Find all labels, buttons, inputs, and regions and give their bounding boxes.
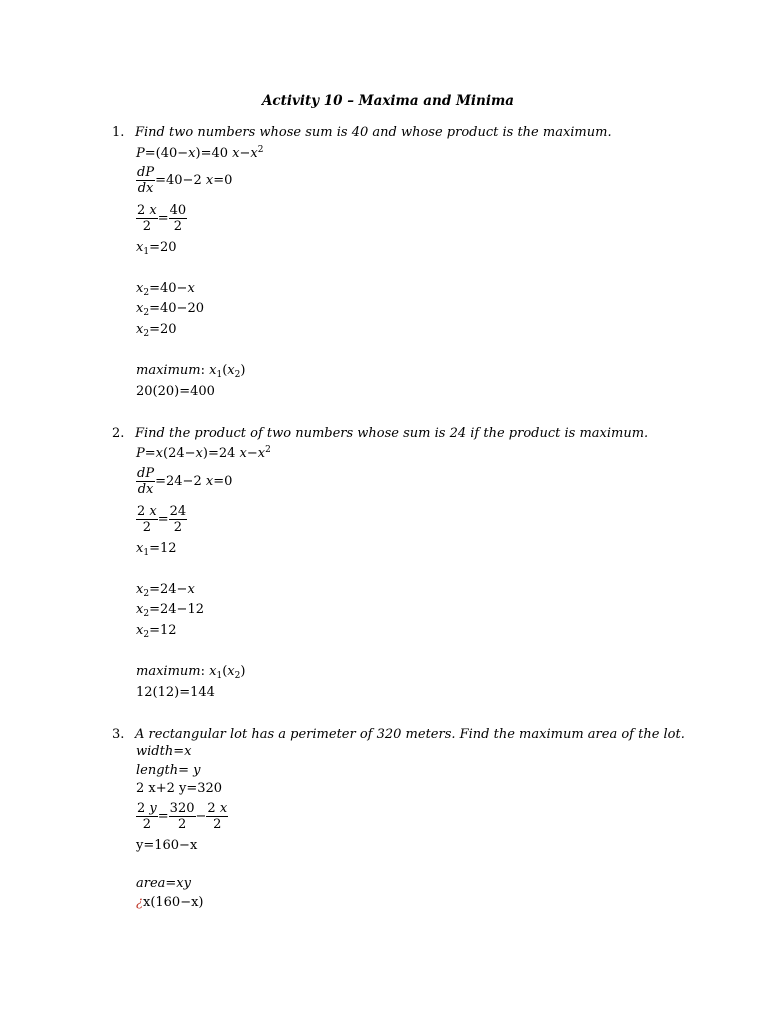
equation-area: area=xy [136, 876, 191, 891]
equation-x2-def: $x_2=24-x$ [136, 582, 195, 599]
equation-area-expr: ¿x(160−x) [136, 895, 204, 910]
equation-x2-sub: $x_2=40-20$ [136, 301, 204, 318]
equation-divide: $\frac{2 y}{2}$ = $\frac{320}{2}$ − $\frac{2 x}{2}$ [137, 801, 228, 832]
equation-result: 20(20)=400 [136, 384, 215, 399]
equation-width: width=x [136, 744, 192, 759]
problem-number: 2. [112, 426, 125, 441]
equation-divide: $\frac{2 x}{2}$ = $\frac{24}{2}$ [137, 504, 187, 535]
equation-x1: $x_1=20$ [136, 240, 177, 257]
equation-perimeter: 2 x+2 y=320 [136, 781, 223, 796]
problem-number: 1. [112, 125, 125, 140]
equation-x2-sub: $x_2=24-12$ [136, 602, 204, 619]
problem-text: A rectangular lot has a perimeter of 320 meters. Find the maximum area of the lot. [135, 727, 685, 742]
page-title: Activity 10 – Maxima and Minima [261, 93, 515, 109]
equation-maximum: maximum: $x_1(x_2)$ [136, 363, 246, 380]
equation-y-solved: y=160−x [136, 838, 198, 853]
equation-derivative: $\frac{dP}{dx}$ =24−2 x=0 [137, 466, 233, 497]
equation-divide: $\frac{2 x}{2}$ = $\frac{40}{2}$ [137, 203, 187, 234]
problem-text: Find two numbers whose sum is 40 and whose product is the maximum. [135, 125, 612, 140]
equation-x2: $x_2=12$ [136, 623, 177, 640]
equation-x2-def: $x_2=40-x$ [136, 281, 195, 298]
equation-x1: $x_1=12$ [136, 541, 177, 558]
equation-derivative: $\frac{dP}{dx}$ =40−2 x=0 [137, 165, 233, 196]
equation-product: P=(40−x)=40 $x-x^2$ [136, 145, 264, 161]
equation-product: P=x(24−x)=24 $x-x^2$ [136, 445, 271, 461]
equation-length: length= y [136, 763, 201, 778]
unknown-glyph: ¿ [136, 895, 143, 910]
equation-x2: $x_2=20$ [136, 322, 177, 339]
problem-number: 3. [112, 727, 125, 742]
problem-text: Find the product of two numbers whose sum is 24 if the product is maximum. [135, 426, 649, 441]
equation-maximum: maximum: $x_1(x_2)$ [136, 664, 246, 681]
equation-result: 12(12)=144 [136, 685, 215, 700]
